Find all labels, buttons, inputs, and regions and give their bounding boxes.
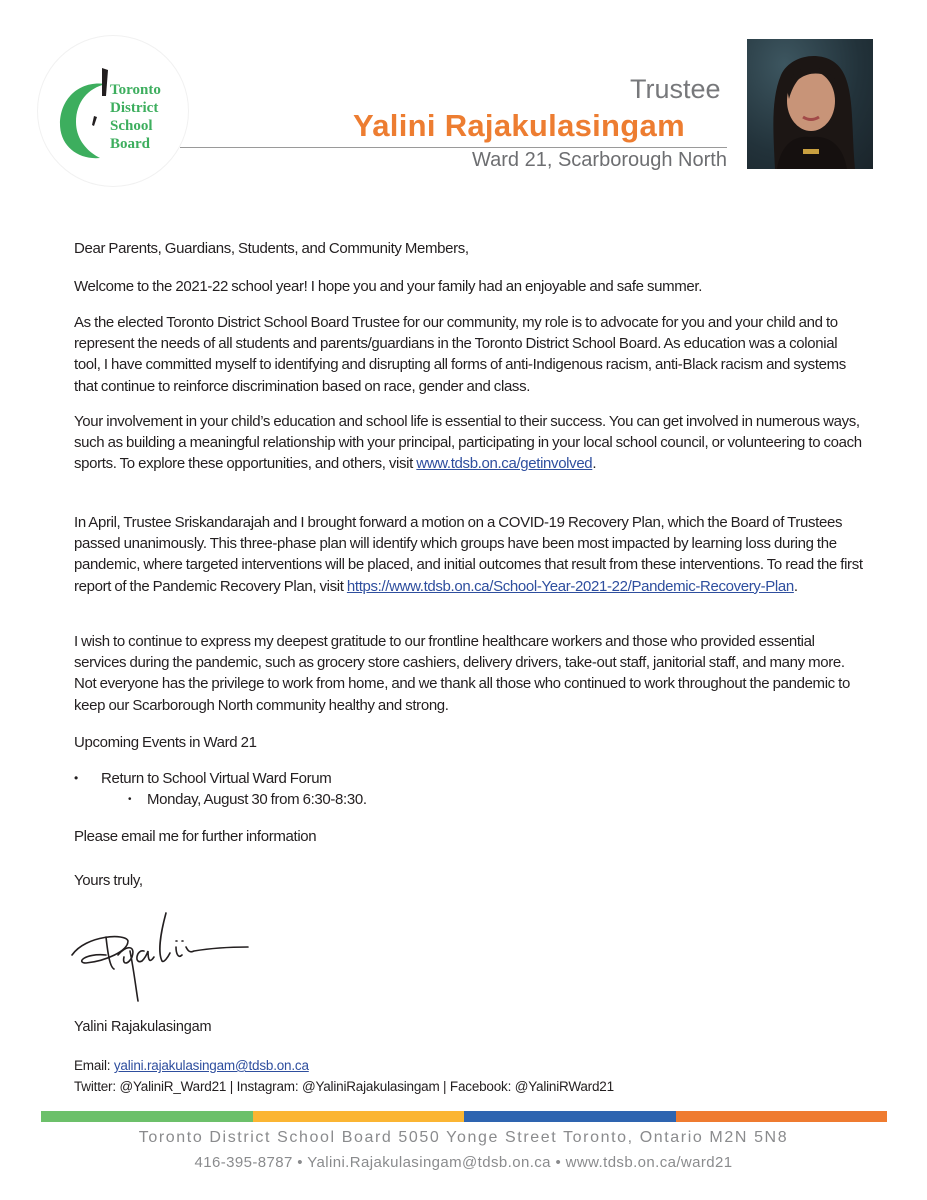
greeting: Dear Parents, Guardians, Students, and Community Members, (74, 240, 469, 257)
signature-icon (66, 905, 266, 1010)
bullet-icon: • (74, 771, 78, 785)
bar-yellow (253, 1111, 465, 1122)
events-heading: Upcoming Events in Ward 21 (74, 734, 257, 751)
email-request: Please email me for further information (74, 828, 317, 845)
portrait-icon (747, 39, 873, 169)
welcome-paragraph: Welcome to the 2021-22 school year! I hope you and your family had an enjoyable and safe summer. (74, 278, 703, 295)
gratitude-paragraph: I wish to continue to express my deepest gratitude to our frontline healthcare workers and those who provided essential services during the pandemic, such as grocery store cashiers, delivery drivers, take-out staff, janitorial staff, and many more. Not everyone has the privilege to work from home, and we thank all those who continued to work throughout the pandemic to keep our Scarborough North community healthy and strong. (74, 633, 850, 714)
social-handles: Twitter: @YaliniR_Ward21 | Instagram: @YaliniRajakulasingam | Facebook: @YaliniRWard21 (74, 1079, 614, 1094)
role-paragraph: As the elected Toronto District School Board Trustee for our community, my role is to advocate for you and your child and to represent the needs of all students and parents/guardians in the Toronto District School Board. As education was a colonial tool, I have committed myself to identifying and disrupting all forms of anti-Indigenous racism, anti-Black racism and systems that continue to reinforce discrimination based on race, gender and class. (74, 314, 846, 395)
recovery-plan-paragraph: In April, Trustee Sriskandarajah and I brought forward a motion on a COVID-19 Recovery Plan, which the Board of Trustees passed unanimously. This three-phase plan will identify which groups have been most impacted by learning loss during the pandemic, where targeted interventions will be placed, and initial outcomes that result from these interventions. To read the first report of the Pandemic Recovery Plan, visit https://www.tdsb.on.ca/School-Year-2021-22/Pandemic-Recovery-Plan. (74, 514, 863, 595)
trustee-photo (747, 39, 873, 169)
footer-color-bar (41, 1111, 887, 1122)
bar-orange (676, 1111, 888, 1122)
email-link[interactable]: yalini.rajakulasingam@tdsb.on.ca (113, 1058, 309, 1073)
contact-email-line: Email: yalini.rajakulasingam@tdsb.on.ca (74, 1058, 309, 1073)
trustee-name: Yalini Rajakulasingam (353, 108, 685, 143)
involvement-paragraph: Your involvement in your child’s education and school life is essential to their success. You can get involved in numerous ways, such as building a meaningful relationship with your principal, participating in your local school council, or volunteering to coach sports. To explore these opportunities, and others, visit www.tdsb.on.ca/getinvolved. (74, 413, 862, 473)
logo-wordmark: Toronto District School Board (110, 82, 161, 152)
closing: Yours truly, (74, 872, 143, 889)
tdsb-logo (38, 36, 188, 186)
trustee-role: Trustee (630, 74, 721, 104)
ward-label: Ward 21, Scarborough North (472, 149, 727, 171)
header-divider (180, 147, 727, 148)
recovery-plan-link[interactable]: https://www.tdsb.on.ca/School-Year-2021-22/Pandemic-Recovery-Plan (346, 577, 794, 595)
footer-contact: 416-395-8787 • Yalini.Rajakulasingam@tdsb.on.ca • www.tdsb.on.ca/ward21 (194, 1154, 733, 1171)
sub-bullet-icon: • (128, 794, 132, 805)
footer-address: Toronto District School Board 5050 Yonge Street Toronto, Ontario M2N 5N8 (138, 1129, 789, 1146)
getinvolved-link[interactable]: www.tdsb.on.ca/getinvolved (416, 455, 593, 473)
bar-blue (464, 1111, 676, 1122)
bar-green (41, 1111, 253, 1122)
signer-name: Yalini Rajakulasingam (74, 1019, 212, 1035)
